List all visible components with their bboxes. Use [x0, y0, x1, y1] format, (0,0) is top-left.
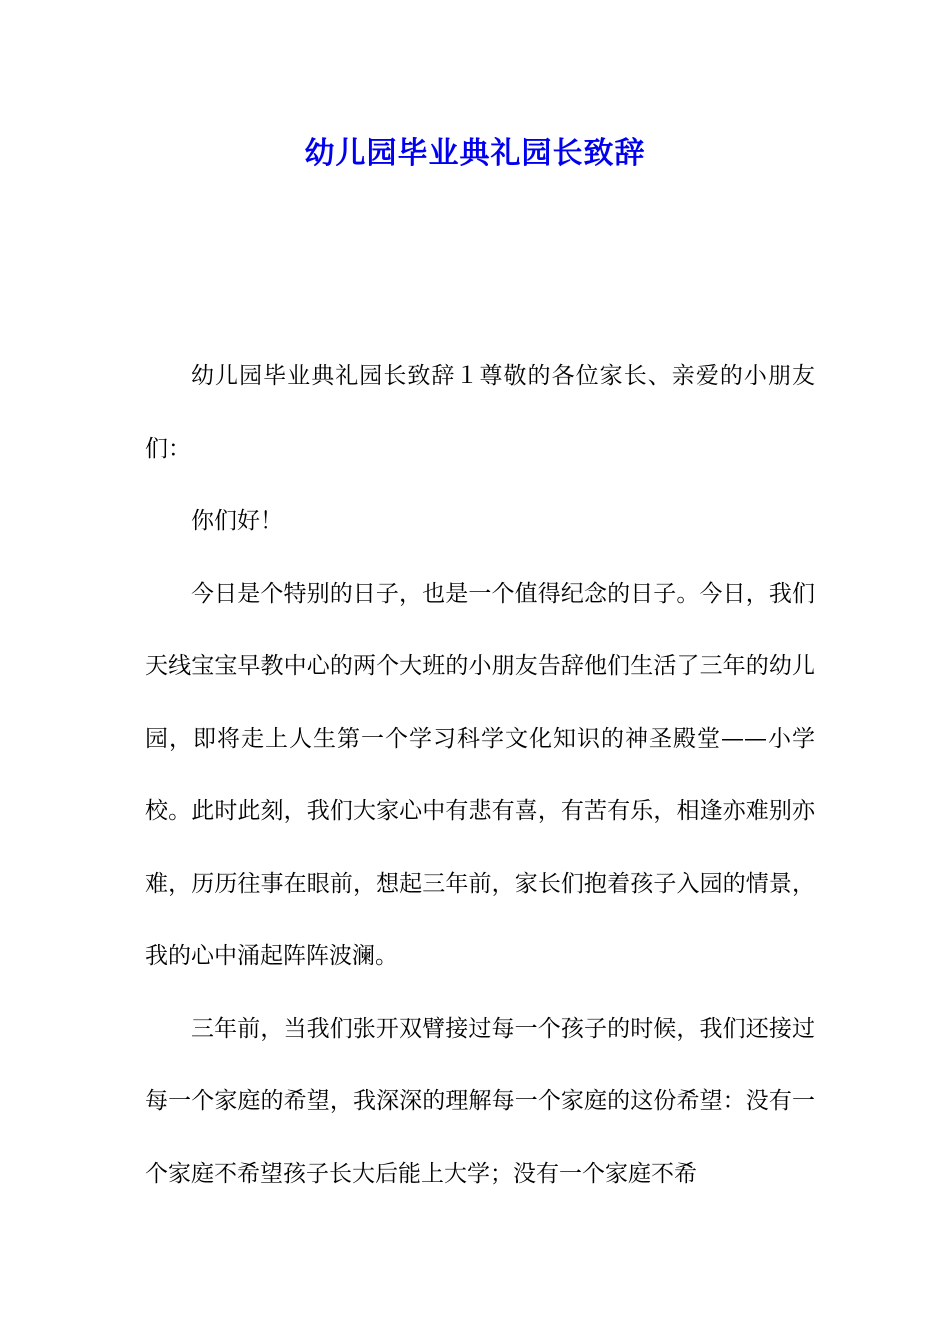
document-body [145, 340, 815, 1210]
document-title: 幼儿园毕业典礼园长致辞 [304, 136, 646, 171]
paragraph: 今日是个特别的日子，也是一个值得纪念的日子。今日，我们天线宝宝早教中心的两个大班的小朋友告辞他们生活了三年的幼儿园，即将走上人生第一个学习科学文化知识的神圣殿堂——小学校。此时此刻，我们大家心中有悲有喜，有苦有乐，相逢亦难别亦难，历历往事在眼前，想起三年前，家长们抱着孩子入园的情景，我的心中涌起阵阵波澜。 [145, 580, 815, 969]
paragraph: 你们好！ [191, 508, 283, 534]
paragraph: 幼儿园毕业典礼园长致辞１尊敬的各位家长、亲爱的小朋友们： [145, 363, 815, 462]
paragraph: 三年前，当我们张开双臂接过每一个孩子的时候，我们还接过每一个家庭的希望，我深深的理解每一个家庭的这份希望：没有一个家庭不希望孩子长大后能上大学；没有一个家庭不希 [145, 1015, 815, 1187]
